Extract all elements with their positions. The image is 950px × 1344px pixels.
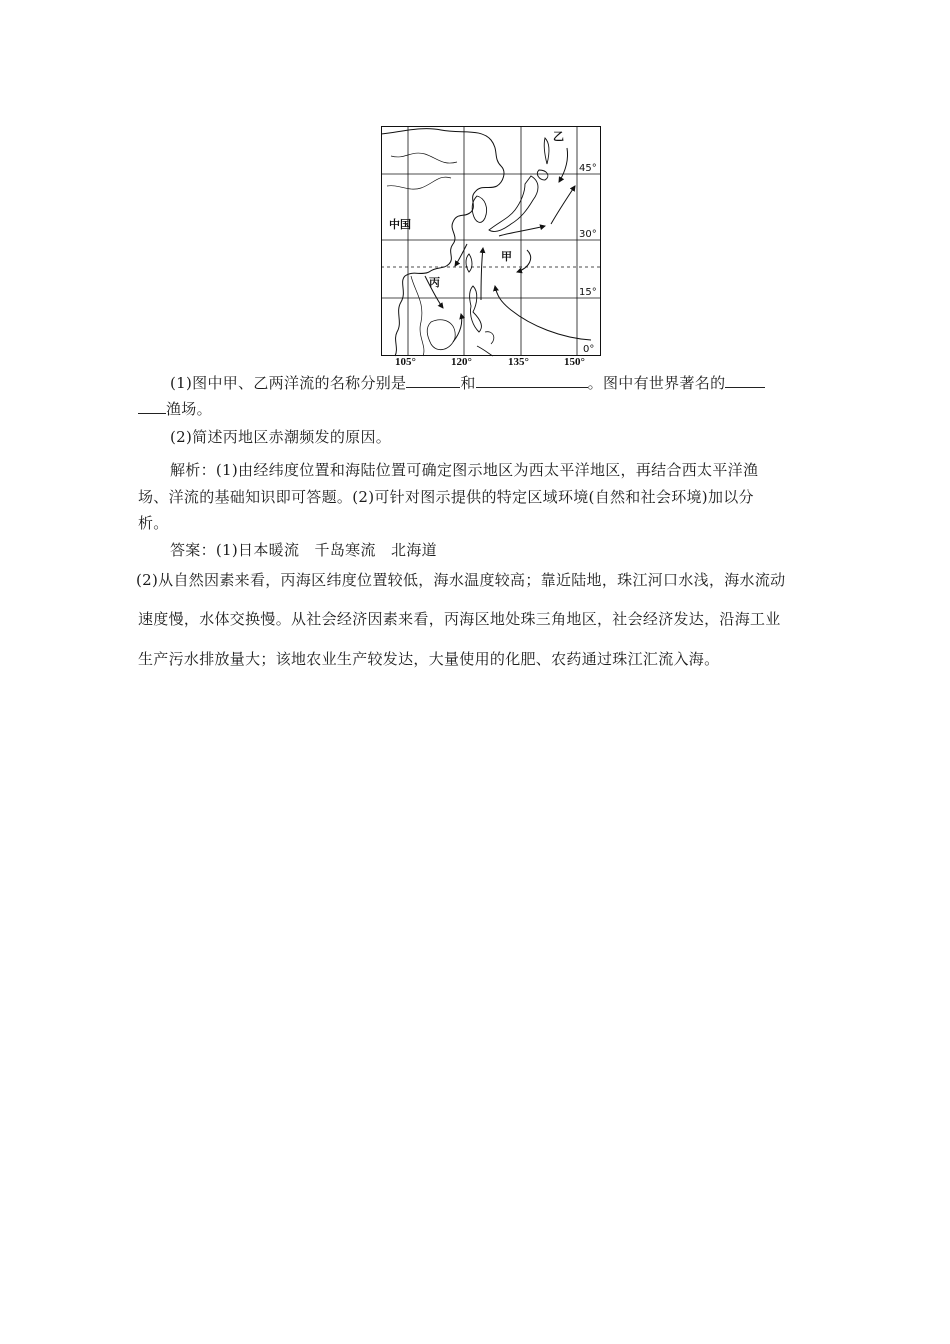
answer-blank-fishery-2[interactable] [138,397,166,414]
lon-label-105: 105° [395,356,416,368]
question-1 [138,370,818,396]
lat-label-45: 45° [579,163,597,174]
q1-text-3: 渔场。 [166,400,212,418]
answer-line-1: 答案：(1)日本暖流 千岛寒流 北海道 [170,541,437,559]
label-bing: 丙 [429,276,440,289]
label-jia: 甲 [501,250,512,263]
ocean-current-map [381,126,603,368]
label-china: 中国 [389,218,411,231]
lat-label-30: 30° [579,229,597,240]
lon-label-120: 120° [451,356,472,368]
answer-line-4: 生产污水排放量大；该地农业生产较发达，大量使用的化肥、农药通过珠江汇流入海。 [138,650,720,668]
question-2: (2)简述丙地区赤潮频发的原因。 [170,428,392,446]
lon-label-135: 135° [508,356,529,368]
label-yi: 乙 [553,130,564,143]
q1-text-2: 。图中有世界著名的 [587,374,726,392]
analysis-line-3: 析。 [138,514,169,532]
answer-line-2: (2)从自然因素来看，丙海区纬度位置较低，海水温度较高；靠近陆地，珠江河口水浅，海水流动 [136,571,786,589]
analysis-line-2: 场、洋流的基础知识即可答题。(2)可针对图示提供的特定区域环境(自然和社会环境)加以分 [138,488,754,506]
answer-blank-fishery-1[interactable] [725,371,765,388]
lat-label-0: 0° [583,344,595,355]
answer-blank-yi[interactable] [476,371,588,388]
map-frame [382,127,601,356]
answer-blank-jia[interactable] [406,371,460,388]
q1-text-and: 和 [460,374,476,392]
analysis-line-1: 解析：(1)由经纬度位置和海陆位置可确定图示地区为西太平洋地区，再结合西太平洋渔 [170,461,759,479]
answer-line-3: 速度慢，水体交换慢。从社会经济因素来看，丙海区地处珠三角地区，社会经济发达，沿海工业 [138,610,781,628]
lon-label-150: 150° [564,356,585,368]
question-1-cont [138,396,818,422]
q1-text-1: (1)图中甲、乙两洋流的名称分别是 [170,374,407,392]
lat-label-15: 15° [579,287,597,298]
